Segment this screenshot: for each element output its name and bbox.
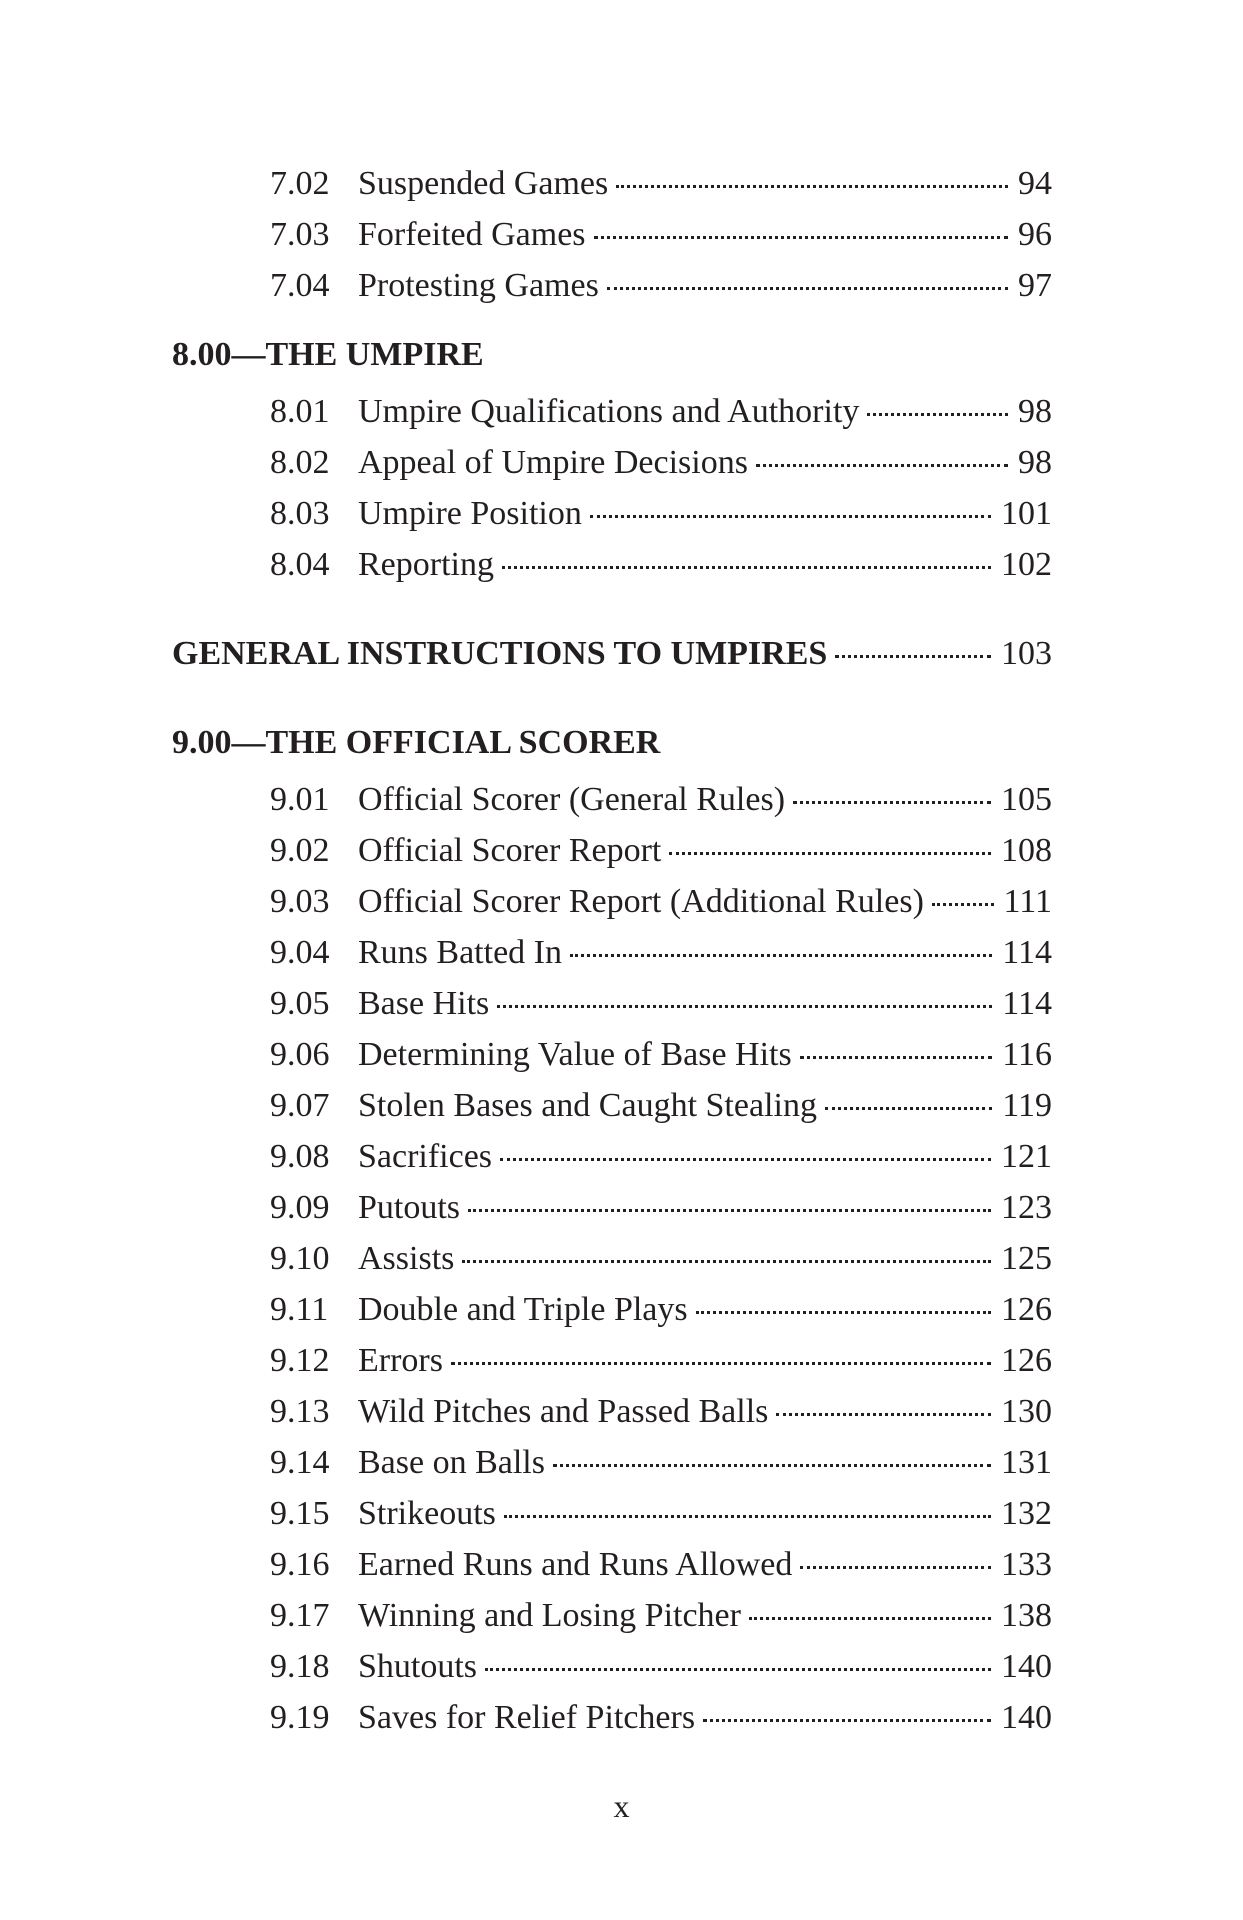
rule-title: Errors — [358, 1342, 443, 1379]
rule-title: Putouts — [358, 1189, 461, 1226]
rule-page-number: 131 — [1001, 1444, 1052, 1481]
toc-entry — [172, 1080, 1052, 1131]
rule-page-number: 94 — [1018, 165, 1052, 202]
dot-leader — [607, 287, 1008, 290]
section-page-number: 103 — [1001, 635, 1052, 672]
page-number: x — [613, 1788, 630, 1824]
rule-title: Saves for Relief Pitchers — [358, 1699, 696, 1736]
dot-leader — [800, 1056, 993, 1059]
toc-entry — [172, 1182, 1052, 1233]
toc-entry — [172, 1233, 1052, 1284]
rule-number: 8.04 — [270, 546, 330, 583]
rule-number: 7.03 — [270, 216, 330, 253]
dot-leader — [497, 1005, 992, 1008]
rule-number: 8.02 — [270, 444, 330, 481]
dot-leader — [776, 1413, 991, 1416]
rule-page-number: 121 — [1001, 1138, 1052, 1175]
toc-entry — [172, 1692, 1052, 1743]
rule-page-number: 140 — [1001, 1648, 1052, 1685]
rule-page-number: 116 — [1002, 1036, 1052, 1073]
rule-number: 9.02 — [270, 832, 330, 869]
rule-title: Appeal of Umpire Decisions — [358, 444, 748, 481]
toc-entry — [172, 1641, 1052, 1692]
rule-title: Official Scorer Report — [358, 832, 662, 869]
rule-number: 9.17 — [270, 1597, 330, 1634]
toc-entry — [172, 876, 1052, 927]
toc-entry — [172, 1029, 1052, 1080]
rule-number: 9.13 — [270, 1393, 330, 1430]
rule-number: 9.15 — [270, 1495, 330, 1532]
toc-entry — [172, 1488, 1052, 1539]
toc-entry — [172, 158, 1052, 209]
rule-page-number: 125 — [1001, 1240, 1052, 1277]
rule-title: Double and Triple Plays — [358, 1291, 688, 1328]
rule-number: 9.12 — [270, 1342, 330, 1379]
rule-title: Earned Runs and Runs Allowed — [358, 1546, 793, 1583]
rule-number: 9.14 — [270, 1444, 330, 1481]
rule-page-number: 130 — [1001, 1393, 1052, 1430]
rule-page-number: 108 — [1001, 832, 1052, 869]
rule-number: 7.02 — [270, 165, 330, 202]
toc-entry — [172, 1386, 1052, 1437]
rule-number: 9.18 — [270, 1648, 330, 1685]
dot-leader — [932, 903, 994, 906]
toc-entry — [172, 1335, 1052, 1386]
section-heading-text: GENERAL INSTRUCTIONS TO UMPIRES — [172, 635, 828, 672]
dot-leader — [553, 1464, 991, 1467]
dot-leader — [696, 1311, 991, 1314]
rule-number: 7.04 — [270, 267, 330, 304]
rule-page-number: 126 — [1001, 1291, 1052, 1328]
rule-title: Umpire Position — [358, 495, 582, 532]
rule-page-number: 98 — [1018, 393, 1052, 430]
dot-leader — [867, 413, 1008, 416]
toc-entry — [172, 825, 1052, 876]
rule-number: 8.03 — [270, 495, 330, 532]
toc-section — [172, 679, 1052, 1743]
rule-number: 9.05 — [270, 985, 330, 1022]
dot-leader — [502, 566, 991, 569]
rule-title: Base Hits — [358, 985, 490, 1022]
rule-page-number: 138 — [1001, 1597, 1052, 1634]
dot-leader — [570, 954, 992, 957]
toc-entry — [172, 488, 1052, 539]
dot-leader — [504, 1515, 991, 1518]
toc-entry — [172, 1284, 1052, 1335]
dot-leader — [749, 1617, 991, 1620]
rule-page-number: 105 — [1001, 781, 1052, 818]
rule-title: Sacrifices — [358, 1138, 493, 1175]
toc-entry — [172, 1437, 1052, 1488]
section-heading-text: 9.00—THE OFFICIAL SCORER — [172, 724, 661, 761]
dot-leader — [793, 801, 991, 804]
dot-leader — [451, 1362, 991, 1365]
rule-page-number: 132 — [1001, 1495, 1052, 1532]
rule-page-number: 114 — [1002, 985, 1052, 1022]
toc-entry — [172, 260, 1052, 311]
rule-page-number: 102 — [1001, 546, 1052, 583]
section-heading-text: 8.00—THE UMPIRE — [172, 336, 484, 373]
dot-leader — [703, 1719, 991, 1722]
rule-page-number: 114 — [1002, 934, 1052, 971]
toc-section — [172, 158, 1052, 311]
rule-title: Base on Balls — [358, 1444, 545, 1481]
rule-title: Umpire Qualifications and Authority — [358, 393, 860, 430]
rule-page-number: 133 — [1001, 1546, 1052, 1583]
toc-entry — [172, 1539, 1052, 1590]
dot-leader — [500, 1158, 991, 1161]
dot-leader — [616, 185, 1008, 188]
toc-entry — [172, 978, 1052, 1029]
rule-title: Protesting Games — [358, 267, 599, 304]
rule-number: 9.16 — [270, 1546, 330, 1583]
rule-title: Winning and Losing Pitcher — [358, 1597, 741, 1634]
rule-page-number: 98 — [1018, 444, 1052, 481]
rule-page-number: 97 — [1018, 267, 1052, 304]
rule-title: Runs Batted In — [358, 934, 562, 971]
rule-page-number: 126 — [1001, 1342, 1052, 1379]
toc-entry — [172, 386, 1052, 437]
toc-entry — [172, 209, 1052, 260]
section-heading — [172, 628, 1052, 679]
rule-title: Assists — [358, 1240, 455, 1277]
dot-leader — [825, 1107, 992, 1110]
rule-title: Shutouts — [358, 1648, 478, 1685]
toc-entry — [172, 437, 1052, 488]
rule-page-number: 123 — [1001, 1189, 1052, 1226]
rule-number: 9.04 — [270, 934, 330, 971]
rule-number: 9.10 — [270, 1240, 330, 1277]
rule-page-number: 101 — [1001, 495, 1052, 532]
rule-title: Suspended Games — [358, 165, 609, 202]
dot-leader — [468, 1209, 991, 1212]
rule-number: 9.09 — [270, 1189, 330, 1226]
rule-number: 9.01 — [270, 781, 330, 818]
rule-number: 8.01 — [270, 393, 330, 430]
toc-entry — [172, 539, 1052, 590]
rule-title: Wild Pitches and Passed Balls — [358, 1393, 769, 1430]
dot-leader — [835, 655, 991, 658]
rule-title: Forfeited Games — [358, 216, 586, 253]
toc-entry — [172, 774, 1052, 825]
dot-leader — [800, 1566, 991, 1569]
table-of-contents — [172, 158, 1052, 1743]
rule-title: Official Scorer Report (Additional Rules) — [358, 883, 924, 920]
toc-entry — [172, 1590, 1052, 1641]
rule-number: 9.07 — [270, 1087, 330, 1124]
toc-section — [172, 590, 1052, 679]
rule-page-number: 140 — [1001, 1699, 1052, 1736]
toc-section — [172, 311, 1052, 590]
toc-entry — [172, 1131, 1052, 1182]
dot-leader — [594, 236, 1008, 239]
rule-title: Official Scorer (General Rules) — [358, 781, 786, 818]
rule-page-number: 111 — [1003, 883, 1052, 920]
rule-number: 9.08 — [270, 1138, 330, 1175]
rule-page-number: 96 — [1018, 216, 1052, 253]
rule-number: 9.03 — [270, 883, 330, 920]
toc-entry — [172, 927, 1052, 978]
rule-title: Strikeouts — [358, 1495, 496, 1532]
rule-title: Determining Value of Base Hits — [358, 1036, 792, 1073]
rule-page-number: 119 — [1002, 1087, 1052, 1124]
rule-title: Stolen Bases and Caught Stealing — [358, 1087, 817, 1124]
dot-leader — [756, 464, 1008, 467]
dot-leader — [669, 852, 991, 855]
dot-leader — [590, 515, 991, 518]
section-heading — [172, 717, 1052, 768]
dot-leader — [485, 1668, 991, 1671]
rule-number: 9.11 — [270, 1291, 329, 1328]
dot-leader — [462, 1260, 991, 1263]
rule-title: Reporting — [358, 546, 494, 583]
rule-number: 9.06 — [270, 1036, 330, 1073]
rule-number: 9.19 — [270, 1699, 330, 1736]
section-heading — [172, 329, 1052, 380]
